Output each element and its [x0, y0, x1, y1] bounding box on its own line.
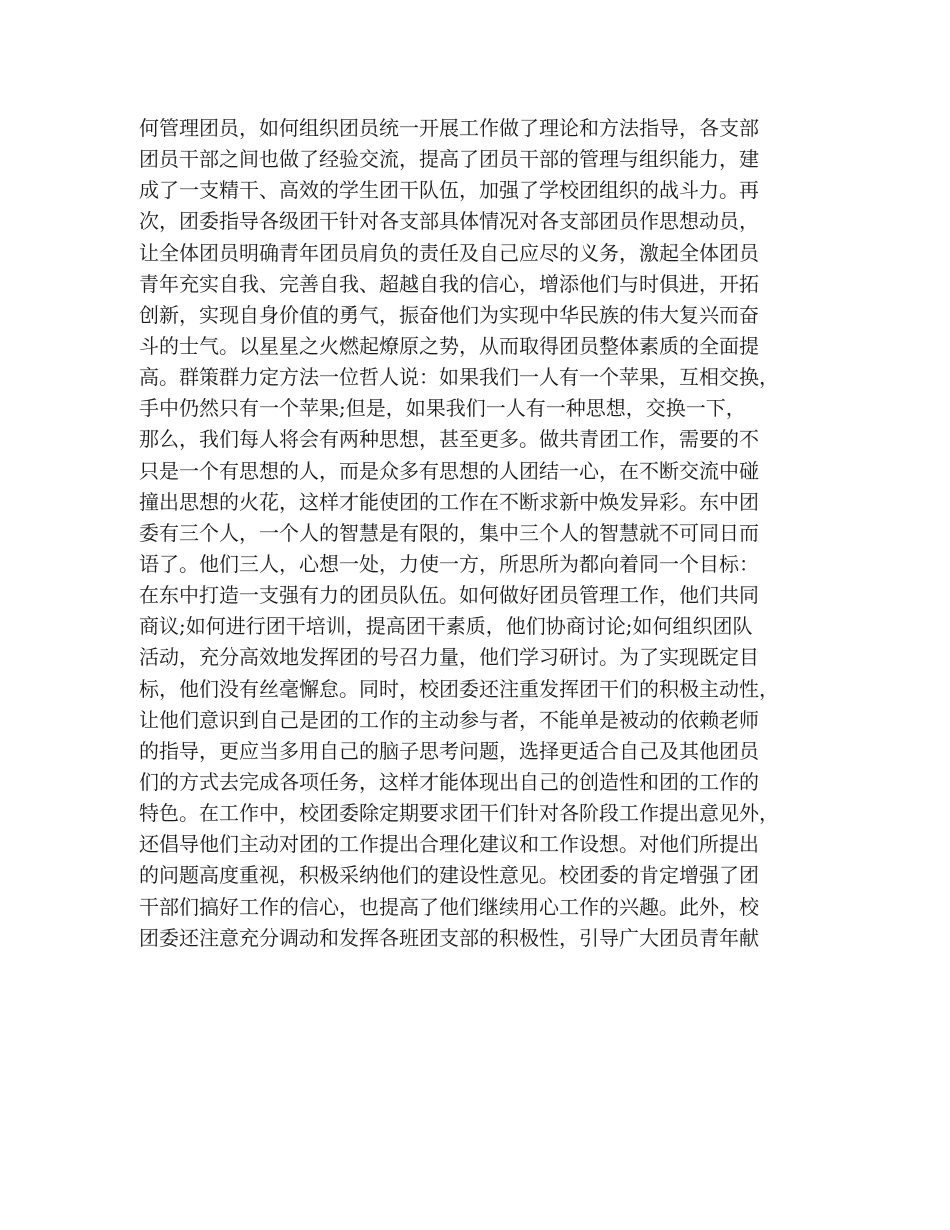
text-line: 那么，我们每人将会有两种思想，甚至更多。做共青团工作，需要的不: [139, 427, 759, 452]
text-line: 在东中打造一支强有力的团员队伍。如何做好团员管理工作，他们共同: [139, 583, 759, 608]
text-line: 何管理团员，如何组织团员统一开展工作做了理论和方法指导，各支部: [139, 116, 759, 140]
text-line: 语了。他们三人，心想一处，力使一方，所思所为都向着同一个目标：: [139, 551, 759, 576]
text-line: 们的方式去完成各项任务，这样才能体现出自己的创造性和团的工作的: [139, 769, 759, 794]
text-line: 斗的士气。以星星之火燃起燎原之势，从而取得团员整体素质的全面提: [139, 333, 759, 358]
text-line: 的指导，更应当多用自己的脑子思考问题，选择更适合自己及其他团员: [139, 738, 759, 763]
text-line: 高。群策群力定方法一位哲人说：如果我们一人有一个苹果，互相交换，: [139, 365, 779, 390]
body-text: [139, 113, 839, 954]
text-line: 团委还注意充分调动和发挥各班团支部的积极性，引导广大团员青年献: [139, 925, 759, 950]
text-line: 让他们意识到自己是团的工作的主动参与者，不能单是被动的依赖老师: [139, 707, 759, 732]
text-line: 让全体团员明确青年团员肩负的责任及自己应尽的义务，激起全体团员: [139, 240, 759, 265]
text-line: 委有三个人，一个人的智慧是有限的，集中三个人的智慧就不可同日而: [139, 520, 759, 545]
text-line: 团员干部之间也做了经验交流，提高了团员干部的管理与组织能力，建: [139, 147, 759, 172]
text-line: 撞出思想的火花，这样才能使团的工作在不断求新中焕发异彩。东中团: [139, 489, 759, 514]
text-line: 青年充实自我、完善自我、超越自我的信心，增添他们与时俱进，开拓: [139, 271, 759, 296]
text-line: 干部们搞好工作的信心，也提高了他们继续用心工作的兴趣。此外，校: [139, 894, 759, 919]
text-line: 创新，实现自身价值的勇气，振奋他们为实现中华民族的伟大复兴而奋: [139, 302, 759, 327]
text-line: 商议;如何进行团干培训，提高团干素质，他们协商讨论;如何组织团队: [139, 614, 753, 639]
text-line: 的问题高度重视，积极采纳他们的建设性意见。校团委的肯定增强了团: [139, 863, 759, 888]
text-line: 只是一个有思想的人，而是众多有思想的人团结一心，在不断交流中碰: [139, 458, 759, 483]
text-line: 标，他们没有丝毫懈怠。同时，校团委还注重发挥团干们的积极主动性，: [139, 676, 779, 701]
text-line: 次，团委指导各级团干针对各支部具体情况对各支部团员作思想动员，: [139, 209, 759, 234]
text-line: 特色。在工作中，校团委除定期要求团干们针对各阶段工作提出意见外，: [139, 801, 779, 826]
text-line: 成了一支精干、高效的学生团干队伍，加强了学校团组织的战斗力。再: [139, 178, 759, 203]
text-line: 还倡导他们主动对团的工作提出合理化建议和工作设想。对他们所提出: [139, 832, 759, 857]
text-line: 手中仍然只有一个苹果;但是，如果我们一人有一种思想，交换一下，: [139, 396, 746, 421]
text-line: 活动，充分高效地发挥团的号召力量，他们学习研讨。为了实现既定目: [139, 645, 759, 670]
